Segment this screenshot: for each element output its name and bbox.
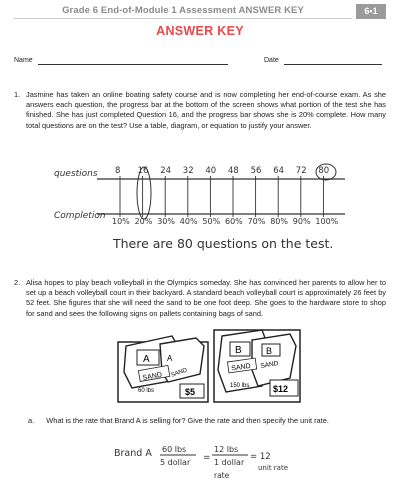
question-count-label: 8	[115, 166, 121, 176]
brand-b-weight: 150 lbs	[230, 383, 250, 389]
percent-label: 100%	[315, 217, 339, 226]
work-frac1-bottom: 5 dollar	[160, 458, 191, 467]
name-label: Name	[14, 57, 33, 64]
percent-label: 20%	[134, 217, 153, 226]
work-frac2-bottom: 1 dollar	[214, 458, 245, 467]
work-brand: Brand A	[114, 448, 152, 459]
question-count-label: 56	[250, 166, 262, 176]
part-a-text: What is the rate that Brand A is selling for? Give the rate and then specify the unit rate.	[46, 416, 329, 425]
q1-handwritten-answer: There are 80 questions on the test.	[113, 236, 334, 251]
module-badge: 6•1	[356, 4, 386, 19]
date-label: Date	[264, 57, 279, 64]
brand-a-letter: A	[143, 354, 150, 365]
percent-label: 90%	[292, 217, 311, 226]
brand-a-sand-label-2: SAND	[170, 367, 189, 379]
question-2-text: Alisa hopes to play beach volleyball in the Olympics someday. She has convinced her parents to allow her to set up a beach volleyball court in their backyard. A standard beach volleyball court is approximately 26 feet by 52 feet. She figures that she will need the sand to be one foot deep. She goes to the hardware store to shop for sand and sees the following signs on pallets containing bags of sand.	[26, 278, 386, 318]
question-2-number: 2.	[14, 278, 21, 287]
question-count-label: 24	[160, 166, 172, 176]
percent-label: 30%	[157, 217, 175, 226]
brand-a-price: $5	[185, 387, 196, 397]
question-count-label: 80	[318, 166, 330, 176]
percent-label: 50%	[202, 217, 221, 226]
brand-a-weight: 60 lbs	[138, 388, 155, 394]
brand-a-sand-label: SAND	[142, 371, 163, 382]
work-unit-rate: unit rate	[258, 464, 289, 472]
percent-label: 70%	[247, 217, 266, 226]
brand-b-letter-2: B	[266, 346, 273, 356]
question-count-label: 48	[228, 166, 239, 176]
question-count-label: 64	[273, 166, 285, 176]
question-1-text: Jasmine has taken an online boating safety course and is now completing her end-of-course exam. As she answers each question, the progress bar at the bottom of the screen shows what portion of the test she has finished. She has just completed Question 16, and the progress bar shows she is 20% complete. How many total questions are on the test? Use a table, diagram, or equation to justify your answer.	[26, 90, 386, 130]
header-title: Grade 6 End-of-Module 1 Assessment ANSWER KEY	[62, 5, 304, 16]
question-count-label: 32	[182, 166, 194, 176]
brand-b-letter: B	[235, 345, 242, 356]
brand-b-sand-label-2: SAND	[260, 359, 280, 370]
answer-key-heading: ANSWER KEY	[156, 24, 244, 38]
brand-b-price: $12	[273, 384, 289, 394]
question-1-number: 1.	[14, 90, 21, 99]
row-label-completion: Completion	[54, 211, 106, 221]
brand-a-letter-2: A	[167, 354, 173, 363]
question-count-label: 72	[295, 166, 307, 176]
percent-label: 80%	[270, 217, 288, 226]
brand-b-sand-label: SAND	[230, 362, 252, 373]
percent-label: 10%	[112, 217, 130, 226]
work-eq2: = 12	[250, 452, 271, 462]
question-count-label: 16	[137, 166, 149, 176]
work-eq: =	[203, 453, 211, 463]
part-a-label: a.	[28, 416, 35, 425]
percent-label: 40%	[179, 217, 198, 226]
work-rate-word: rate	[214, 471, 230, 480]
row-label-questions: questions	[54, 169, 98, 179]
work-frac2-top: 12 lbs	[214, 445, 239, 454]
work-frac1-top: 60 lbs	[162, 445, 187, 454]
question-count-label: 40	[205, 166, 217, 176]
percent-label: 60%	[225, 217, 243, 226]
